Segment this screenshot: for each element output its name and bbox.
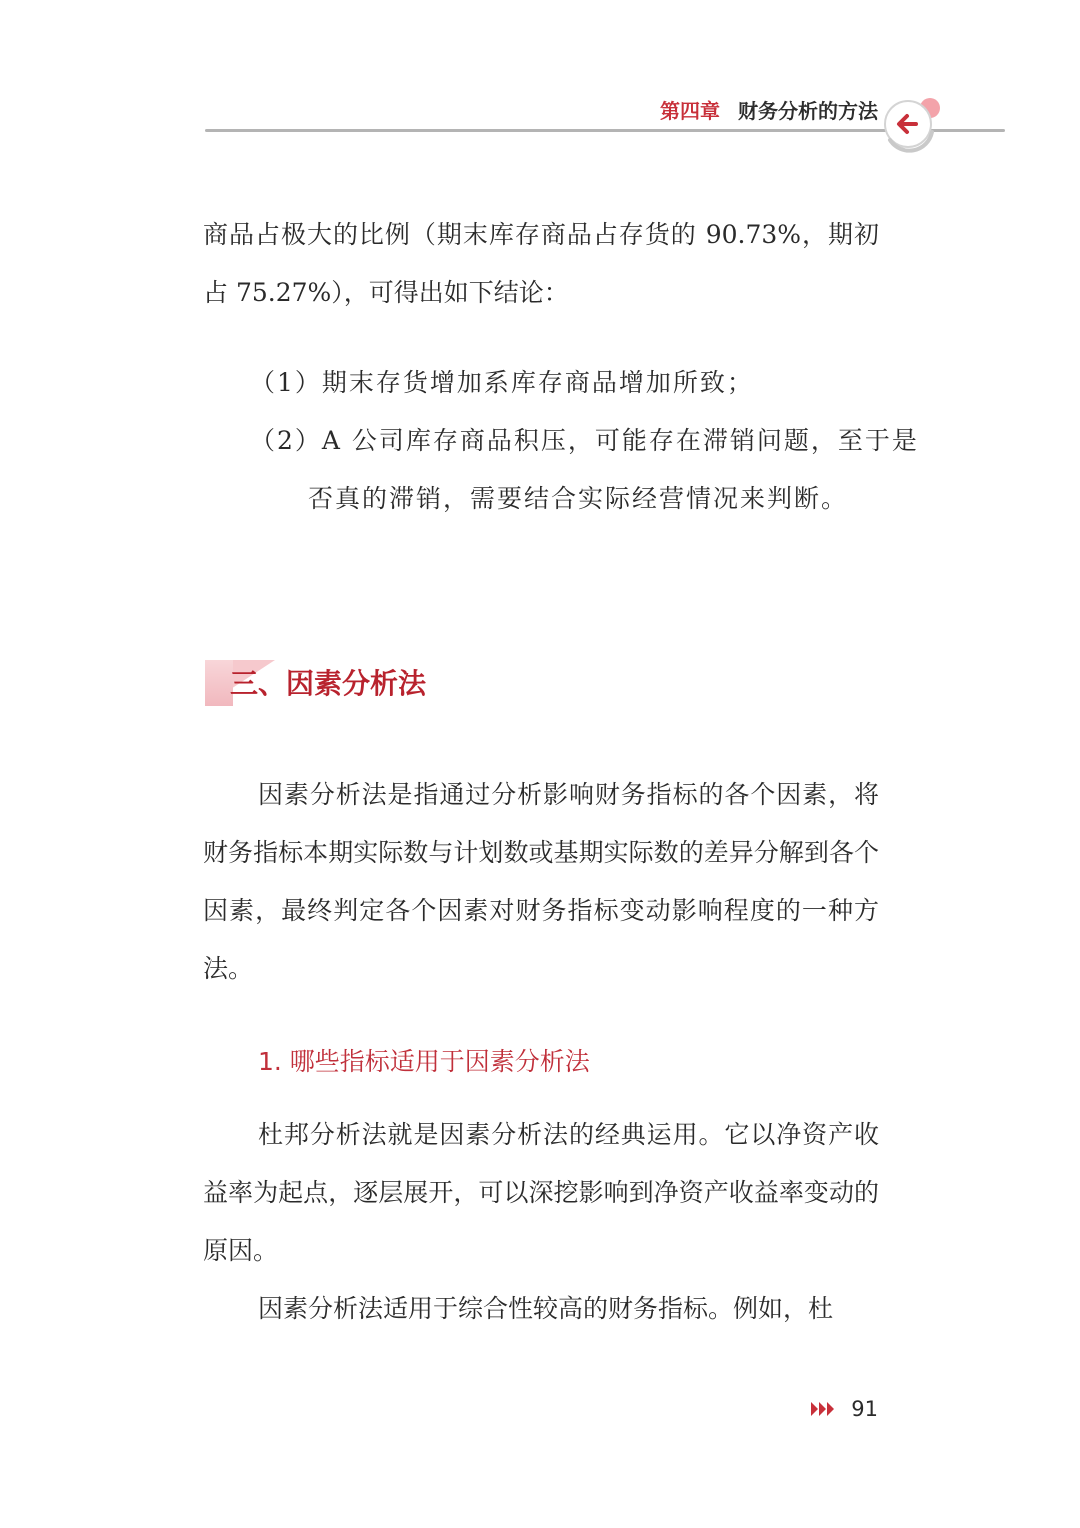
list-item xyxy=(250,354,938,412)
chapter-label: 第四章 xyxy=(660,99,720,123)
page-number: 91 xyxy=(851,1397,878,1421)
section-paragraph: 因素分析法是指通过分析影响财务指标的各个因素，将财务指标本期实际数与计划数或基期实际数的差异分解到各个因素，最终判定各个因素对财务指标变动影响程度的一种方法。 xyxy=(203,780,879,983)
list-item-text: 期末存货增加系库存商品增加所致； xyxy=(321,368,754,397)
back-arrow-icon xyxy=(880,96,942,158)
section-heading xyxy=(205,660,605,706)
subsection-heading: 1. 哪些指标适用于因素分析法 xyxy=(258,1047,590,1076)
section-heading-text: 三、因素分析法 xyxy=(230,667,427,700)
list-item-number: （1） xyxy=(250,368,322,397)
subsection-paragraph-2: 因素分析法适用于综合性较高的财务指标。例如，杜 xyxy=(258,1294,834,1323)
triple-arrow-icon xyxy=(811,1402,835,1416)
page-header xyxy=(0,0,1080,170)
subsection-paragraph-1: 杜邦分析法就是因素分析法的经典运用。它以净资产收益率为起点，逐层展开，可以深挖影响到净资产收益率变动的原因。 xyxy=(203,1120,879,1265)
page-footer xyxy=(811,1392,878,1426)
list-item xyxy=(250,412,938,528)
continued-paragraph: 商品占极大的比例（期末库存商品占存货的 90.73%，期初占 75.27%），可得出如下结论： xyxy=(203,220,879,307)
chapter-title: 财务分析的方法 xyxy=(738,99,878,123)
list-item-number: （2） xyxy=(250,426,322,455)
heading-tab-block xyxy=(205,660,233,706)
list-item-text: A 公司库存商品积压，可能存在滞销问题，至于是否真的滞销，需要结合实际经营情况来判断。 xyxy=(308,426,919,513)
running-header xyxy=(660,94,878,128)
